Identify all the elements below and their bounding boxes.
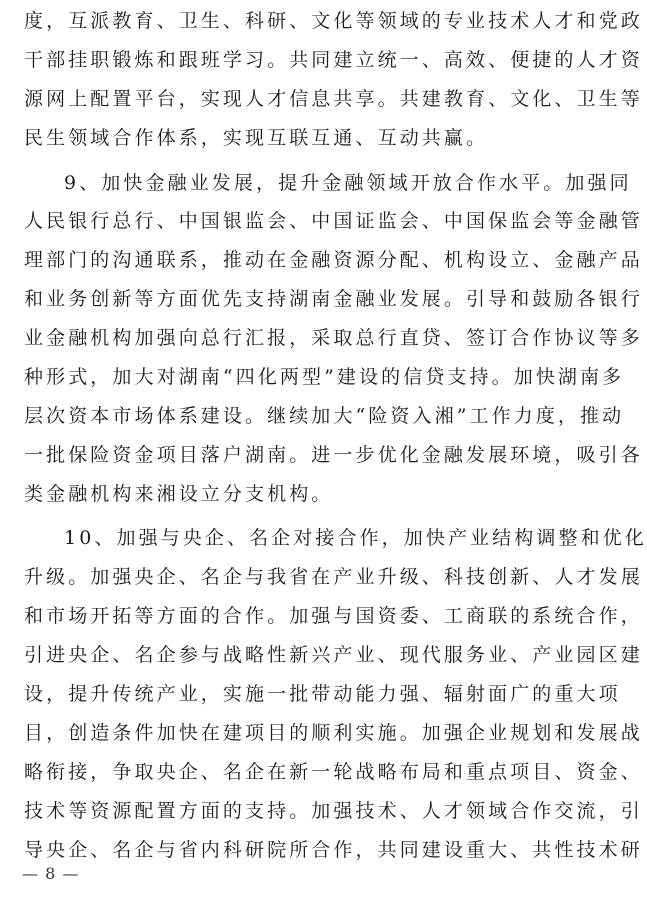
p3-line-6: 目，创造条件加快在建项目的顺利实施。加强企业规划和发展战 [24,722,643,744]
p2-line-9: 类金融机构来湘设立分支机构。 [24,483,334,505]
p3-line-1: 10、加强与央企、名企对接合作，加快产业结构调整和优化 [64,527,647,549]
p1-line-4: 民生领域合作体系，实现互联互通、互动共赢。 [24,127,489,149]
p3-line-4: 引进央企、名企参与战略性新兴产业、现代服务业、产业园区建 [24,644,643,666]
p3-line-8: 技术等资源配置方面的支持。加强技术、人才领域合作交流，引 [24,800,643,822]
p2-line-6: 种形式，加大对湖南“四化两型”建设的信贷支持。加快湖南多 [24,366,625,388]
p2-line-2: 人民银行总行、中国银监会、中国证监会、中国保监会等金融管 [24,210,643,232]
p3-line-3: 和市场开拓等方面的合作。加强与国资委、工商联的系统合作， [24,605,643,627]
p1-line-2: 干部挂职锻炼和跟班学习。共同建立统一、高效、便捷的人才资 [24,49,643,71]
p3-line-7: 略衔接，争取央企、名企在新一轮战略布局和重点项目、资金、 [24,761,643,783]
page-number: — 8 — [22,864,80,883]
p2-line-5: 业金融机构加强向总行汇报，采取总行直贷、签订合作协议等多 [24,327,643,349]
p2-line-8: 一批保险资金项目落户湖南。进一步优化金融发展环境，吸引各 [24,444,643,466]
p2-line-1: 9、加快金融业发展，提升金融领域开放合作水平。加强同 [64,172,632,194]
p3-line-9: 导央企、名企与省内科研院所合作，共同建设重大、共性技术研 [24,839,643,861]
p2-line-4: 和业务创新等方面优先支持湖南金融业发展。引导和鼓励各银行 [24,288,643,310]
p2-line-3: 理部门的沟通联系，推动在金融资源分配、机构设立、金融产品 [24,249,643,271]
p3-line-2: 升级。加强央企、名企与我省在产业升级、科技创新、人才发展 [24,566,643,588]
p3-line-5: 设，提升传统产业，实施一批带动能力强、辐射面广的重大项 [24,683,621,705]
p2-line-7: 层次资本市场体系建设。继续加大“险资入湘”工作力度，推动 [24,405,625,427]
p1-line-1: 度，互派教育、卫生、科研、文化等领域的专业技术人才和党政 [24,10,643,32]
p1-line-3: 源网上配置平台，实现人才信息共享。共建教育、文化、卫生等 [24,88,643,110]
